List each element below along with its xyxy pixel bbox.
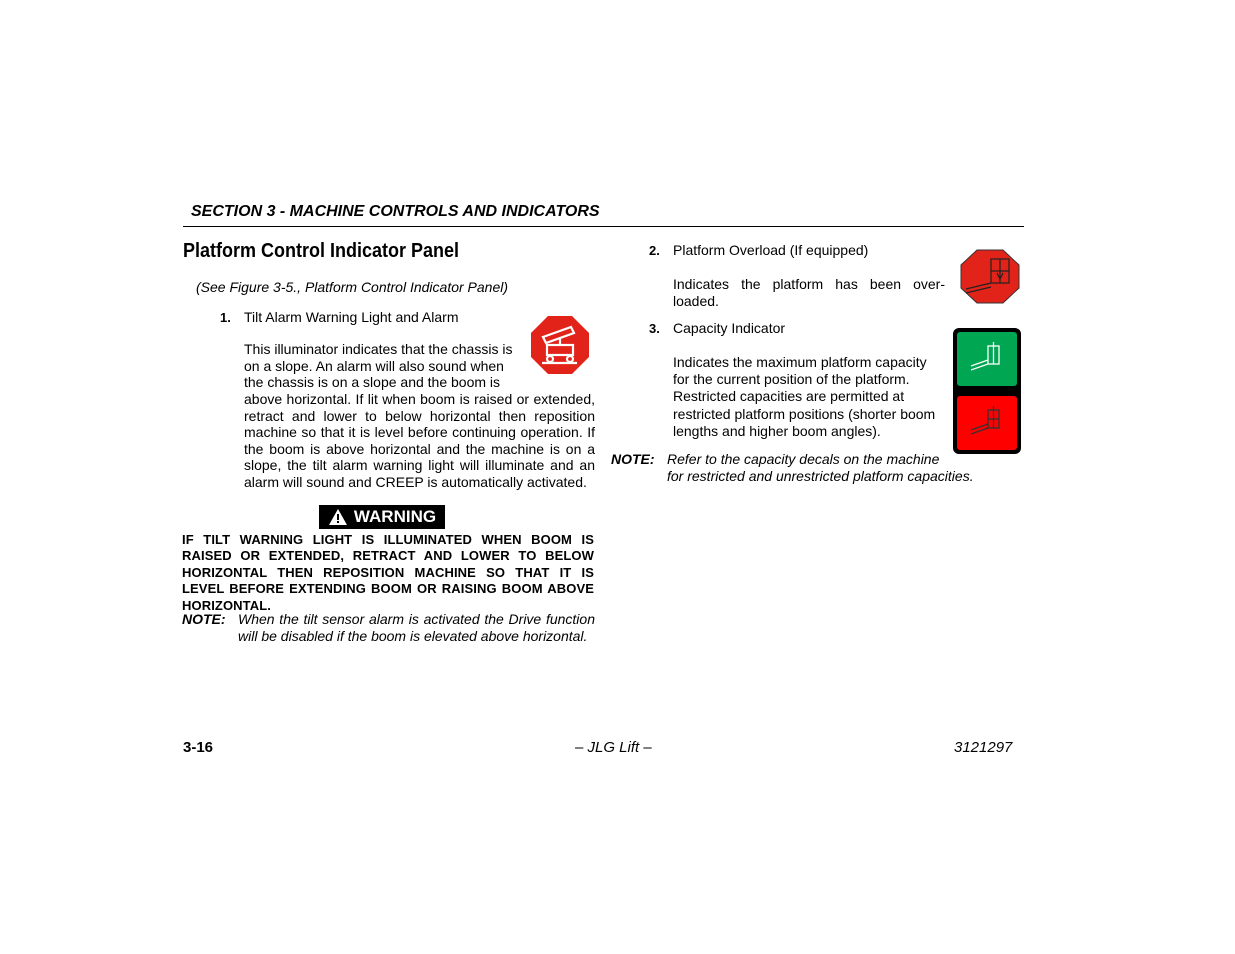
- item-3-desc-line-3: Restricted capacities are permitted at: [673, 388, 905, 405]
- tilt-alarm-icon: [530, 315, 590, 375]
- footer-brand: – JLG Lift –: [575, 739, 652, 756]
- item-1-desc-line-2: on a slope. An alarm will also sound when: [244, 357, 504, 374]
- item-2-desc: Indicates the platform has been over-loaded.: [673, 276, 945, 309]
- note-1-label: NOTE:: [182, 611, 226, 627]
- warning-triangle-icon: [328, 508, 348, 526]
- item-3-desc-line-5: lengths and higher boom angles).: [673, 422, 881, 439]
- warning-label: [319, 505, 445, 529]
- item-3-number: 3.: [649, 321, 660, 336]
- item-3-desc-line-4: restricted platform positions (shorter boom: [673, 405, 936, 422]
- note-2-label: NOTE:: [611, 451, 655, 467]
- item-3-desc-line-1: Indicates the maximum platform capacity: [673, 354, 927, 370]
- item-1-desc-rest: above horizontal. If lit when boom is raised or extended, retract and lower to below horizontal then reposition machine so that it is level before continuing operation. If the boom is above horizontal and the machine is on a slope, the tilt alarm warning light will illuminate and an alarm will sound and CREEP is automatically activated.: [244, 391, 595, 490]
- platform-overload-icon: [960, 249, 1020, 304]
- note-1-text: When the tilt sensor alarm is activated the Drive function will be disabled if the boom is elevated above horizontal.: [238, 611, 595, 644]
- note-2-line-2: for restricted and unrestricted platform capacities.: [667, 468, 974, 484]
- warning-label-text: WARNING: [353, 507, 437, 526]
- item-1-desc-line-3: the chassis is on a slope and the boom is: [244, 374, 501, 390]
- section-title: SECTION 3 - MACHINE CONTROLS AND INDICATORS: [191, 203, 600, 220]
- document-number: 3121297: [954, 739, 1013, 756]
- item-1-number: 1.: [220, 310, 231, 325]
- item-2-title: Platform Overload (If equipped): [673, 242, 869, 258]
- note-2-line-1: Refer to the capacity decals on the machine: [667, 451, 940, 467]
- item-1-desc-top: [244, 341, 512, 391]
- header-rule: [183, 226, 1024, 227]
- page-heading: Platform Control Indicator Panel: [183, 240, 460, 262]
- capacity-indicator-icon: [953, 328, 1021, 454]
- item-3-desc-line-2: for the current position of the platform.: [673, 371, 910, 388]
- warning-text: IF TILT WARNING LIGHT IS ILLUMINATED WHEN BOOM IS RAISED OR EXTENDED, RETRACT AND LOWER TO BELOW HORIZONTAL THEN REPOSITION MACHINE SO THAT IT IS LEVEL BEFORE EXTENDING BOOM OR RAISING BOOM ABOVE HORIZONTAL.: [182, 532, 594, 613]
- item-2-number: 2.: [649, 243, 660, 258]
- item-1-desc-line-1: This illuminator indicates that the chassis is: [244, 341, 513, 357]
- page-number: 3-16: [183, 739, 214, 756]
- note-2-text: [667, 451, 974, 485]
- item-3-title: Capacity Indicator: [673, 320, 786, 336]
- item-1-title: Tilt Alarm Warning Light and Alarm: [244, 309, 459, 325]
- item-3-desc: [673, 354, 935, 440]
- figure-reference: (See Figure 3-5., Platform Control Indicator Panel): [196, 279, 509, 295]
